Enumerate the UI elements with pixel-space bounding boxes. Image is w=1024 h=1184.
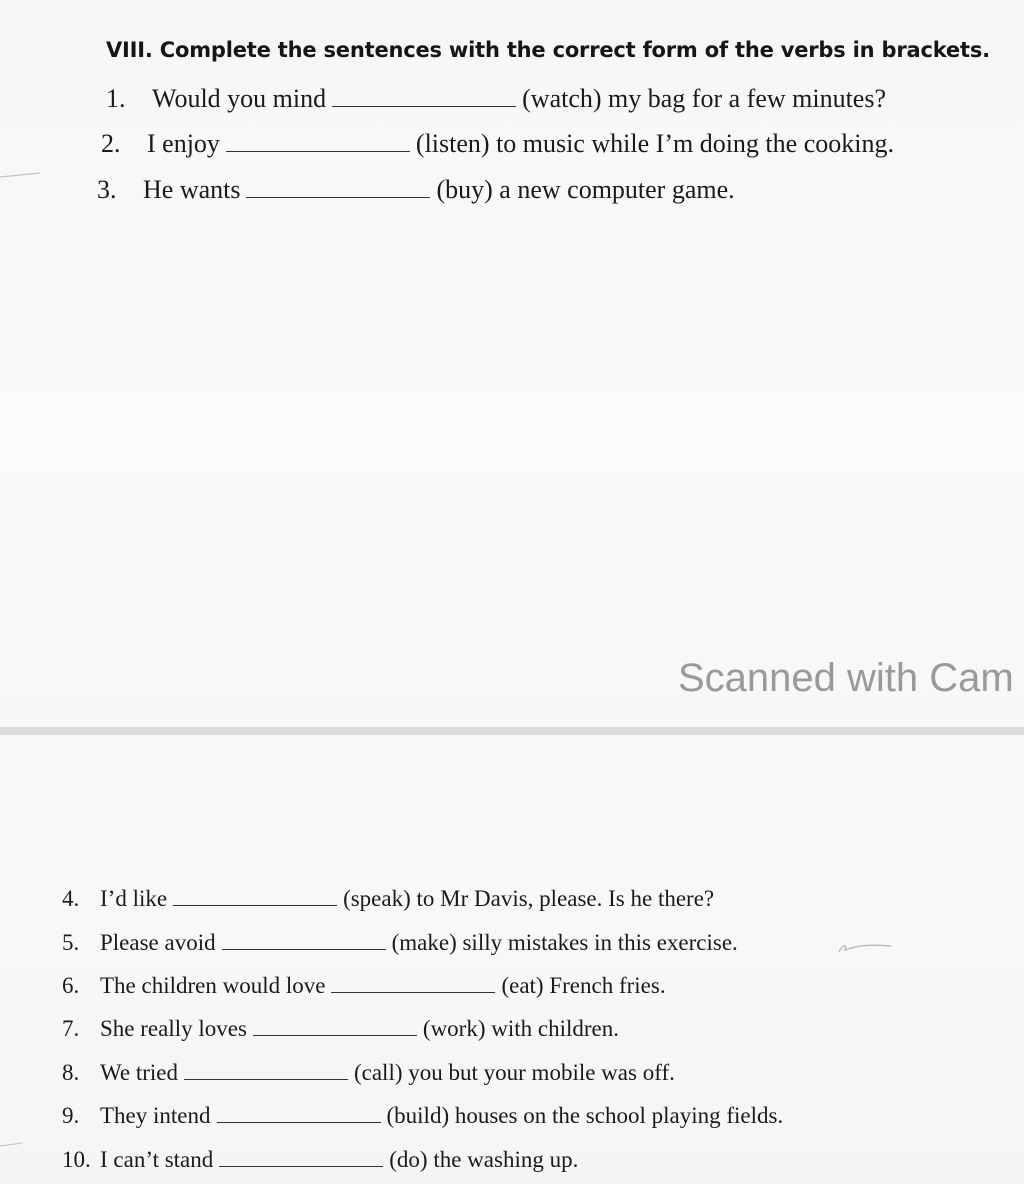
question-number: 6. <box>62 973 80 998</box>
question-rest: (eat) French fries. <box>501 973 666 998</box>
answer-blank[interactable] <box>217 1121 381 1123</box>
question-stem: I can’t stand <box>100 1147 214 1172</box>
question-stem: He wants <box>143 175 241 204</box>
page-divider <box>0 727 1024 735</box>
question-rest: (watch) my bag for a few minutes? <box>522 84 887 113</box>
question-rest: (buy) a new computer game. <box>436 175 735 204</box>
question-number: 9. <box>62 1103 80 1128</box>
question-number: 1. <box>106 84 126 113</box>
question-stem: Please avoid <box>100 930 216 955</box>
question-rest: (make) silly mistakes in this exercise. <box>391 930 738 955</box>
answer-blank[interactable] <box>246 196 430 198</box>
answer-blank[interactable] <box>222 948 386 950</box>
answer-blank[interactable] <box>219 1165 383 1167</box>
answer-blank[interactable] <box>184 1078 348 1080</box>
question-1 <box>106 84 886 114</box>
question-stem: She really loves <box>100 1016 247 1041</box>
question-9 <box>62 1103 783 1129</box>
question-stem: We tried <box>100 1060 178 1085</box>
question-stem: I enjoy <box>147 129 220 158</box>
question-rest: (build) houses on the school playing fields. <box>386 1103 784 1128</box>
question-rest: (speak) to Mr Davis, please. Is he there? <box>343 886 715 911</box>
question-6 <box>62 973 666 999</box>
question-8 <box>62 1060 675 1086</box>
question-number: 10. <box>62 1147 91 1172</box>
answer-blank[interactable] <box>226 150 410 152</box>
question-stem: I’d like <box>100 886 168 911</box>
pen-mark-icon <box>835 938 895 958</box>
answer-blank[interactable] <box>253 1034 417 1036</box>
question-number: 5. <box>62 930 80 955</box>
scanner-watermark: Scanned with Cam <box>678 656 1014 700</box>
question-rest: (call) you but your mobile was off. <box>353 1060 675 1085</box>
answer-blank[interactable] <box>332 105 516 107</box>
question-number: 3. <box>97 175 117 204</box>
question-stem: The children would love <box>100 973 326 998</box>
question-3 <box>97 175 735 205</box>
question-stem: They intend <box>100 1103 211 1128</box>
scan-artifact-icon <box>0 168 44 182</box>
question-stem: Would you mind <box>152 84 327 113</box>
question-number: 7. <box>62 1016 80 1041</box>
question-10 <box>62 1147 578 1173</box>
answer-blank[interactable] <box>173 904 337 906</box>
question-rest: (do) the washing up. <box>389 1147 579 1172</box>
question-7 <box>62 1016 619 1042</box>
exercise-title: VIII. Complete the sentences with the correct form of the verbs in brackets. <box>106 38 990 62</box>
question-number: 2. <box>101 129 121 158</box>
question-2 <box>101 129 894 159</box>
question-rest: (work) with children. <box>422 1016 619 1041</box>
question-number: 4. <box>62 886 80 911</box>
question-4 <box>62 886 714 912</box>
question-number: 8. <box>62 1060 80 1085</box>
answer-blank[interactable] <box>331 991 495 993</box>
question-rest: (listen) to music while I’m doing the cooking. <box>415 129 894 158</box>
question-5 <box>62 930 738 956</box>
scan-artifact-icon <box>0 1140 24 1152</box>
